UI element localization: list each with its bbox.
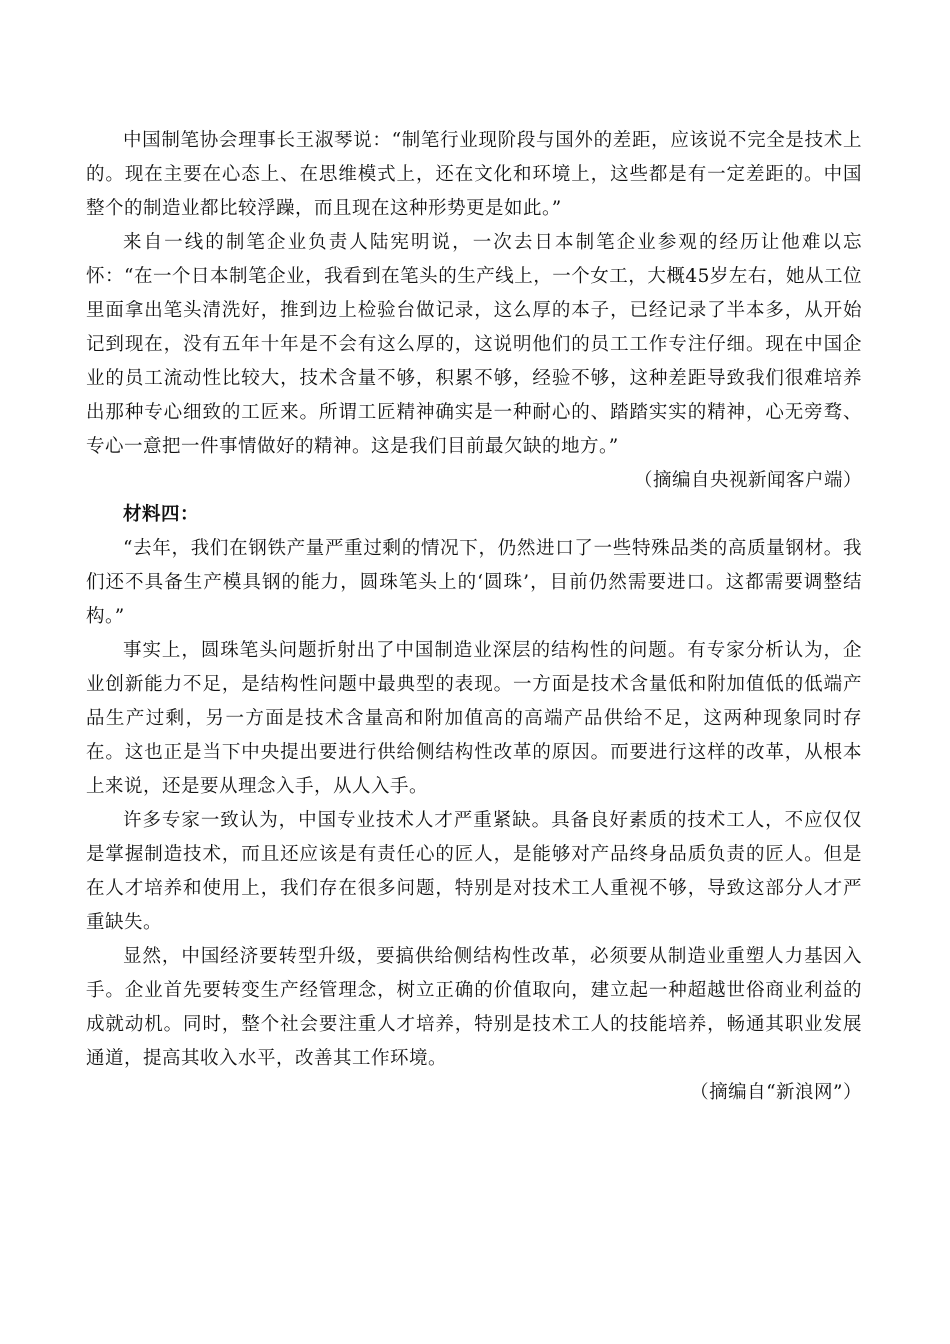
source-sina: （摘编自“新浪网”） (690, 1082, 862, 1103)
paragraph-structural-problem: 事实上，圆珠笔头问题折射出了中国制造业深层的结构性的问题。有专家分析认为，企业创新能力不足，是结构性问题中最典型的表现。一方面是技术含量低和附加值低的低端产品生产过剩，另一方面是技术含量高和附加值高的高端产品供给不足，这两种现象同时存在。这也正是当下中央提出要进行供给侧结构性改革的原因。而要进行这样的改革，从根本上来说，还是要从理念入手，从人入手。 (86, 640, 862, 797)
material-four-heading: 材料四： (123, 504, 200, 525)
source-cctv: （摘编自央视新闻客户端） (633, 470, 862, 491)
paragraph-talent-shortage: 许多专家一致认为，中国专业技术人才严重紧缺。具备良好素质的技术工人，不应仅仅是掌握制造技术，而且还应该是有责任心的匠人，是能够对产品终身品质负责的匠人。但是在人才培养和使用上，我们存在很多问题，特别是对技术工人重视不够，导致这部分人才严重缺失。 (86, 810, 862, 933)
article-body (86, 124, 862, 1110)
paragraph-transformation: 显然，中国经济要转型升级，要搞供给侧结构性改革，必须要从制造业重塑人力基因入手。企业首先要转变生产经管理念，树立正确的价值取向，建立起一种超越世俗商业利益的成就动机。同时，整个社会要注重人才培养，特别是技术工人的技能培养，畅通其职业发展通道，提高其收入水平，改善其工作环境。 (86, 946, 862, 1069)
paragraph-lu-quote: 来自一线的制笔企业负责人陆宪明说，一次去日本制笔企业参观的经历让他难以忘怀：“在一个日本制笔企业，我看到在笔头的生产线上，一个女工，大概45岁左右，她从工位里面拿出笔头清洗好，推到边上检验台做记录，这么厚的本子，已经记录了半本多，从开始记到现在，没有五年十年是不会有这么厚的，这说明他们的员工工作专注仔细。现在中国企业的员工流动性比较大，技术含量不够，积累不够，经验不够，这种差距导致我们很难培养出那种专心细致的工匠来。所谓工匠精神确实是一种耐心的、踏踏实实的精神，心无旁骛、专心一意把一件事情做好的精神。这是我们目前最欠缺的地方。” (86, 232, 862, 457)
paragraph-wang-quote: 中国制笔协会理事长王淑琴说：“制笔行业现阶段与国外的差距，应该说不完全是技术上的。现在主要在心态上、在思维模式上，还在文化和环境上，这些都是有一定差距的。中国整个的制造业都比较浮躁，而且现在这种形势更是如此。” (86, 130, 862, 219)
paragraph-steel-quote: “去年，我们在钢铁产量严重过剩的情况下，仍然进口了一些特殊品类的高质量钢材。我们还不具备生产模具钢的能力，圆珠笔头上的‘圆珠’，目前仍然需要进口。这都需要调整结构。” (86, 538, 862, 627)
